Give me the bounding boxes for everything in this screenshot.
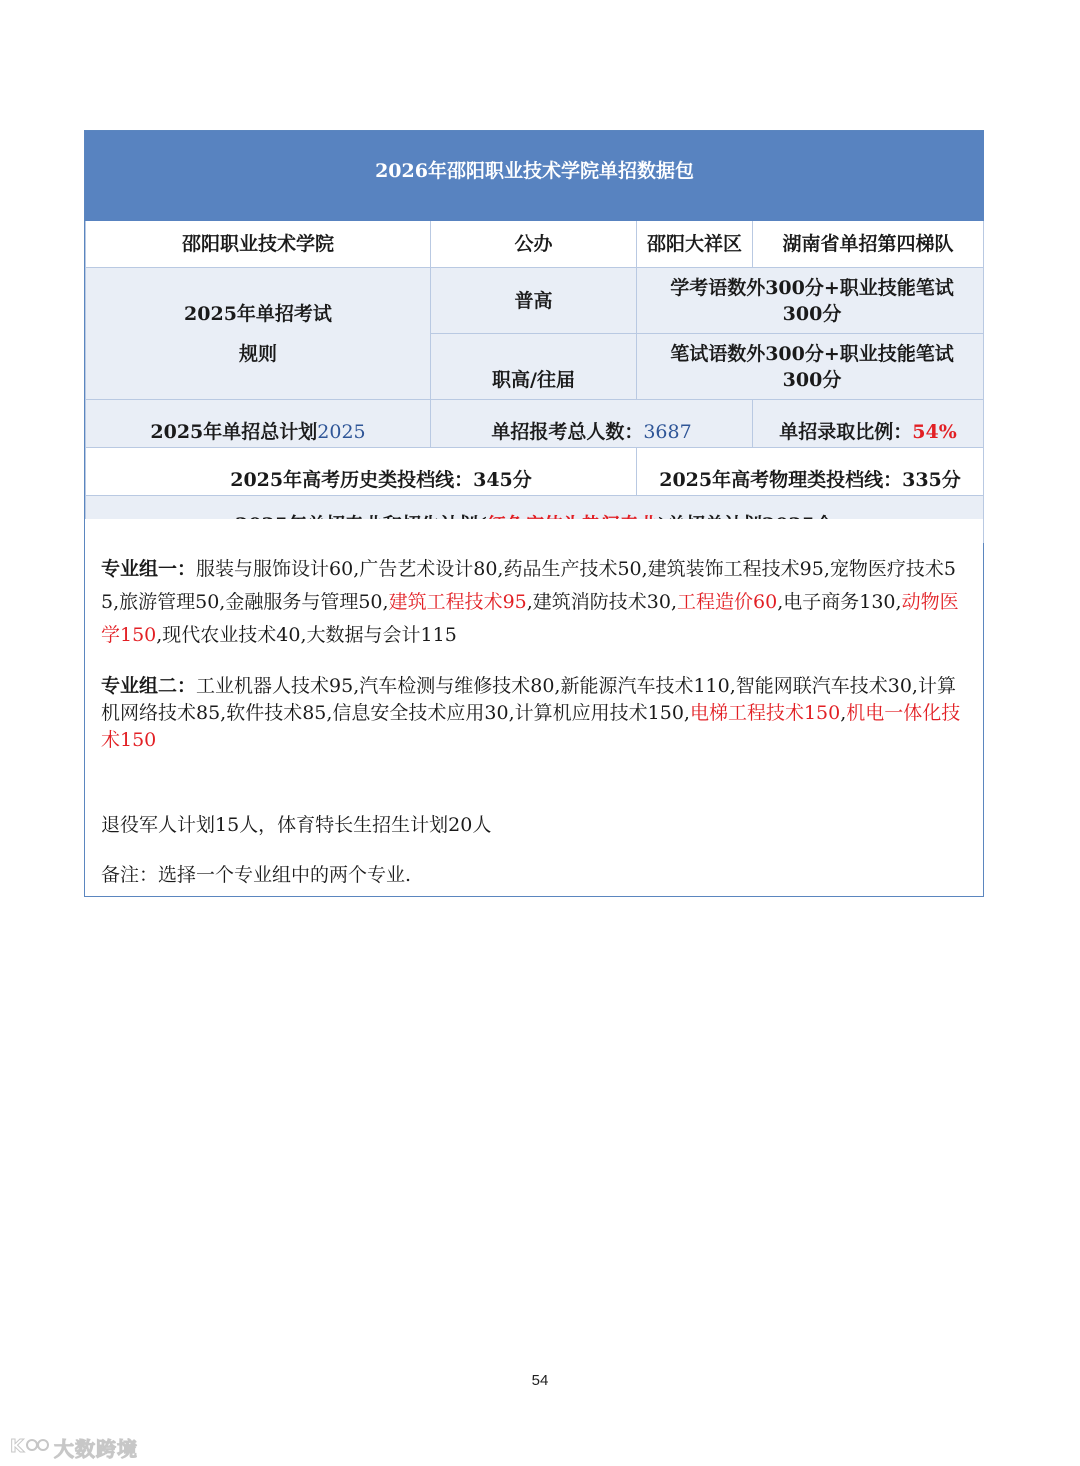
majors-section xyxy=(85,519,983,896)
group-two-hot-1: 电梯工程技术150 xyxy=(689,702,841,724)
watermark-logo-icon xyxy=(10,1432,50,1462)
history-score-line: 2025年高考历史类投档线：345分 xyxy=(86,448,637,496)
admission-ratio-label: 单招录取比例： xyxy=(779,421,913,443)
total-plan-value: 2025 xyxy=(317,421,366,443)
group-one-majors-2: ,建筑消防技术30, xyxy=(526,591,678,613)
page-number: 54 xyxy=(531,1372,549,1389)
school-tier: 湖南省单招第四梯队 xyxy=(753,221,984,268)
school-location: 邵阳大祥区 xyxy=(637,221,753,268)
total-plan-cell xyxy=(86,400,431,448)
group-two-majors-2: , xyxy=(840,702,847,724)
group-one-majors-3: ,电子商务130, xyxy=(777,591,902,613)
general-track-detail: 学考语数外300分+职业技能笔试300分 xyxy=(637,268,984,334)
exam-rules-label-line1: 2025年单招考试 xyxy=(184,302,332,325)
general-track-label: 普高 xyxy=(431,268,637,334)
info-table xyxy=(85,131,984,543)
applicants-value: 3687 xyxy=(643,421,692,443)
school-name: 邵阳职业技术学院 xyxy=(86,221,431,268)
group-one-hot-1: 建筑工程技术95 xyxy=(388,591,527,613)
group-one-label: 专业组一： xyxy=(101,558,197,580)
group-two-label: 专业组二： xyxy=(101,675,197,697)
page-title: 2026年邵阳职业技术学院单招数据包 xyxy=(86,132,984,221)
watermark xyxy=(10,1432,138,1462)
group-two-hot-2: 机电一体化技术150 xyxy=(101,702,961,751)
exam-rules-label xyxy=(86,268,431,400)
school-type: 公办 xyxy=(431,221,637,268)
physics-score-line: 2025年高考物理类投档线：335分 xyxy=(637,448,984,496)
special-plan-text: 退役军人计划15人，体育特长生招生计划20人 xyxy=(101,814,492,836)
vocational-track-label: 职高/往届 xyxy=(431,334,637,400)
note-text: 备注：选择一个专业组中的两个专业. xyxy=(101,864,412,886)
admission-ratio-cell xyxy=(753,400,984,448)
major-group-two xyxy=(101,673,971,754)
exam-rules-label-line2: 规则 xyxy=(238,342,277,365)
major-group-one xyxy=(101,553,971,652)
vocational-track-detail: 笔试语数外300分+职业技能笔试300分 xyxy=(637,334,984,400)
total-plan-label: 2025年单招总计划 xyxy=(150,421,318,443)
group-one-majors-1: 服装与服饰设计60,广告艺术设计80,药品生产技术50,建筑装饰工程技术95,宠物医疗技术55,旅游管理50,金融服务与管理50, xyxy=(101,558,956,613)
admission-ratio-value: 54% xyxy=(912,421,957,443)
watermark-text: 大数跨境 xyxy=(54,1436,138,1461)
group-one-hot-2: 工程造价60 xyxy=(677,591,778,613)
group-one-hot-3: 动物医学150 xyxy=(101,591,959,646)
applicants-label: 单招报考总人数： xyxy=(491,421,644,443)
data-card xyxy=(84,130,984,897)
group-one-majors-4: ,现代农业技术40,大数据与会计115 xyxy=(156,624,457,646)
svg-text:K: K xyxy=(10,1436,24,1457)
group-two-majors-1: 工业机器人技术95,汽车检测与维修技术80,新能源汽车技术110,智能网联汽车技术30,计算机网络技术85,软件技术85,信息安全技术应用30,计算机应用技术150, xyxy=(101,675,956,724)
applicants-cell xyxy=(431,400,753,448)
